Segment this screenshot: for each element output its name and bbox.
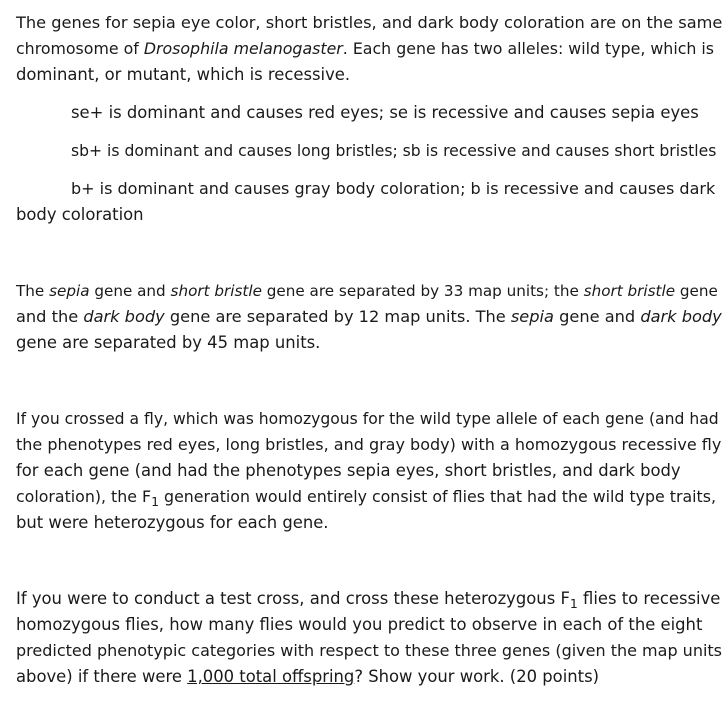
text: for each gene (and had the phenotypes sepia eyes, short bristles, and dark body [16,461,681,480]
text: chromosome of [16,39,144,58]
paragraph-3-line-4 [16,484,716,510]
text: . Each gene has two alleles: wild type, which is [342,39,715,58]
text: gene are separated by 45 map units. [16,333,321,352]
species-name: Drosophila melanogaster [143,39,343,58]
text: gene are separated by 12 map units. The [164,307,511,326]
text: flies to recessive [577,589,721,608]
subscript: 1 [151,494,160,509]
text: generation would entirely consist of flies that had the wild type traits, [159,487,716,506]
text: gene and [89,282,171,300]
text: the phenotypes red eyes, long bristles, and gray body) with a homozygous recessive fly [16,435,722,454]
text: body coloration [16,205,144,224]
gene-name: dark body [83,307,165,326]
text: se+ is dominant and causes red eyes; se is recessive and causes sepia eyes [71,103,699,122]
gene-name: short bristle [583,282,676,300]
text: sb+ is dominant and causes long bristles; sb is recessive and causes short bristles [71,142,717,160]
text: gene [675,282,718,300]
text: and the [16,307,84,326]
gene-name: sepia [510,307,554,326]
text: but were heterozygous for each gene. [16,513,329,532]
text: above) if there were [16,667,188,686]
paragraph-4-line-3 [16,638,722,664]
paragraph-3-line-2 [16,432,721,458]
gene-name: dark body [640,307,722,326]
paragraph-3-line-3 [16,458,681,484]
subscript: 1 [569,596,578,611]
paragraph-2-line-3 [16,330,320,356]
gene-name: sepia [49,282,90,300]
text: b+ is dominant and causes gray body coloration; b is recessive and causes dark [71,179,716,198]
text: coloration), the F [16,487,152,506]
underlined-offspring-count: 1,000 total offspring [187,667,355,686]
text: gene and [553,307,641,326]
text: The genes for sepia eye color, short bristles, and dark body coloration are on the same [16,13,723,32]
paragraph-3-line-5 [16,510,329,536]
paragraph-1-line-2 [16,36,714,62]
paragraph-2-line-2 [16,304,722,330]
text: predicted phenotypic categories with respect to these three genes (given the map units [16,641,723,660]
text: dominant, or mutant, which is recessive. [16,65,351,84]
allele-se-definition [71,100,699,126]
text: homozygous flies, how many flies would you predict to observe in each of the eight [16,615,703,634]
paragraph-2-line-1 [16,278,718,304]
paragraph-4-line-2 [16,612,702,638]
allele-b-definition [71,176,715,202]
paragraph-1-line-1 [16,10,722,36]
paragraph-1-line-3 [16,62,350,88]
allele-sb-definition [71,138,716,164]
text: If you were to conduct a test cross, and cross these heterozygous F [16,589,570,608]
text: ? Show your work. (20 points) [354,667,600,686]
paragraph-4-line-1 [16,586,720,612]
text: If you crossed a fly, which was homozygous for the wild type allele of each gene (and had [16,410,719,428]
text: The [16,282,50,300]
gene-name: short bristle [170,282,262,300]
paragraph-3-line-1 [16,406,719,432]
allele-b-definition-continued [16,202,144,228]
paragraph-4-line-4 [16,664,599,690]
text: gene are separated by 33 map units; the [261,282,584,300]
